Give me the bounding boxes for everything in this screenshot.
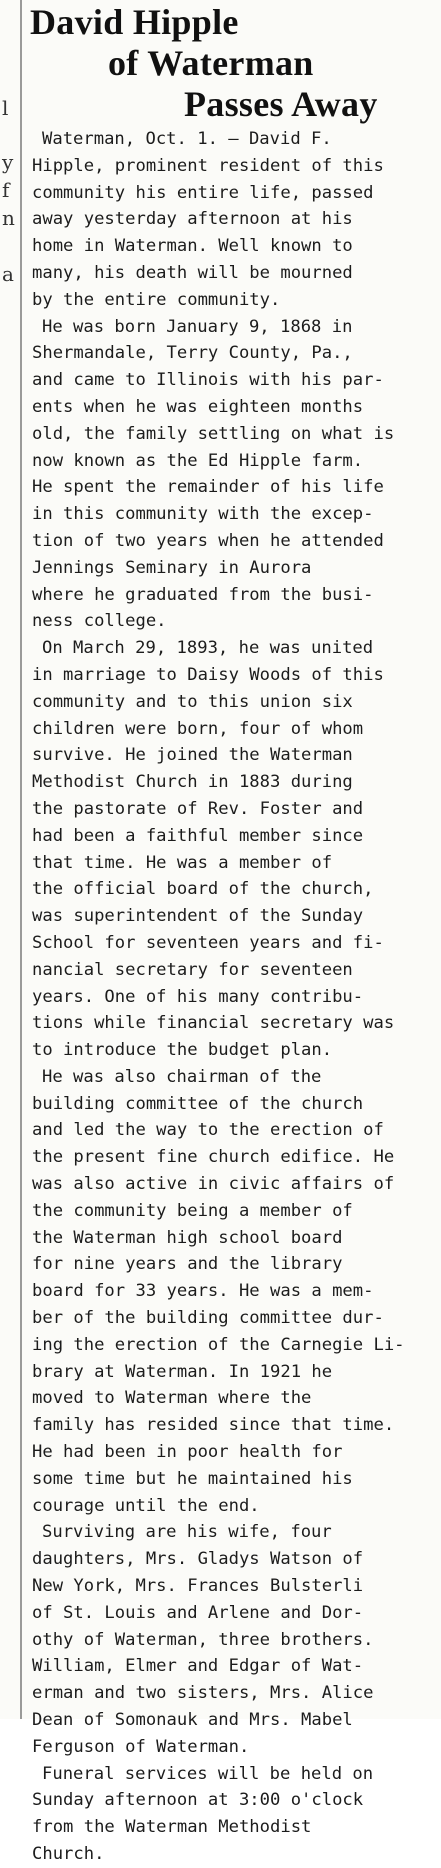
text-line: the community being a member of <box>32 1200 353 1221</box>
text-line: where he graduated from the busi- <box>32 584 374 605</box>
article-paragraph <box>32 126 431 314</box>
text-line: now known as the Ed Hipple farm. <box>32 450 364 471</box>
column-rule <box>20 0 22 1719</box>
text-line: Hipple, prominent resident of this <box>32 155 384 176</box>
text-line: by the entire community. <box>32 289 281 310</box>
text-line: tions while financial secretary was <box>32 1013 395 1034</box>
text-line: nancial secretary for seventeen <box>32 959 353 980</box>
text-line: ing the erection of the Carnegie Li- <box>32 1334 405 1355</box>
text-line: to introduce the budget plan. <box>32 1040 333 1061</box>
text-line: and came to Illinois with his par- <box>32 370 384 391</box>
text-line: board for 33 years. He was a mem- <box>32 1281 374 1302</box>
text-line: brary at Waterman. In 1921 he <box>32 1361 333 1382</box>
text-line: for nine years and the library <box>32 1254 343 1275</box>
margin-fragment: f <box>2 178 10 202</box>
headline-line: David Hipple <box>30 2 239 42</box>
text-line: from the Waterman Methodist <box>32 1817 312 1838</box>
text-line: some time but he maintained his <box>32 1468 353 1489</box>
article-paragraph <box>32 1064 431 1520</box>
text-line: Methodist Church in 1883 during <box>32 772 353 793</box>
text-line: the official board of the church, <box>32 879 374 900</box>
text-line: community his entire life, passed <box>32 182 374 203</box>
margin-fragment: a <box>2 262 14 286</box>
article-paragraph <box>32 314 431 636</box>
text-line: in this community with the excep- <box>32 504 374 525</box>
text-line: moved to Waterman where the <box>32 1388 312 1409</box>
text-line: home in Waterman. Well known to <box>32 236 353 257</box>
text-line: On March 29, 1893, he was united <box>42 638 374 659</box>
text-line: othy of Waterman, three brothers. <box>32 1629 374 1650</box>
text-line: He was born January 9, 1868 in <box>42 316 353 337</box>
article-paragraph <box>32 1519 431 1760</box>
text-line: Ferguson of Waterman. <box>32 1736 250 1757</box>
text-line: Surviving are his wife, four <box>42 1522 332 1543</box>
text-line: was also active in civic affairs of <box>32 1174 395 1195</box>
text-line: the Waterman high school board <box>32 1227 343 1248</box>
article-body <box>32 126 431 1868</box>
headline-line: Passes Away <box>184 84 378 124</box>
text-line: Church. <box>32 1844 105 1864</box>
text-line: family has resided since that time. <box>32 1415 395 1436</box>
text-line: away yesterday afternoon at his <box>32 209 353 230</box>
text-line: New York, Mrs. Frances Bulsterli <box>32 1576 364 1597</box>
text-line: Dean of Somonauk and Mrs. Mabel <box>32 1710 353 1731</box>
headline <box>30 2 430 125</box>
text-line: William, Elmer and Edgar of Wat- <box>32 1656 364 1677</box>
text-line: old, the family settling on what is <box>32 423 395 444</box>
text-line: Shermandale, Terry County, Pa., <box>32 343 353 364</box>
text-line: Jennings Seminary in Aurora <box>32 557 312 578</box>
text-line: building committee of the church <box>32 1093 364 1114</box>
text-line: Sunday afternoon at 3:00 o'clock <box>32 1790 364 1811</box>
text-line: daughters, Mrs. Gladys Watson of <box>32 1549 364 1570</box>
margin-fragment: n <box>2 206 15 230</box>
text-line: Funeral services will be held on <box>42 1763 374 1784</box>
margin-fragment: y <box>2 150 14 174</box>
text-line: years. One of his many contribu- <box>32 986 364 1007</box>
text-line: courage until the end. <box>32 1495 260 1516</box>
text-line: He was also chairman of the <box>42 1066 322 1087</box>
text-line: many, his death will be mourned <box>32 262 353 283</box>
text-line: the pastorate of Rev. Foster and <box>32 798 364 819</box>
text-line: tion of two years when he attended <box>32 530 384 551</box>
text-line: in marriage to Daisy Woods of this <box>32 664 384 685</box>
margin-fragment: l <box>2 96 9 120</box>
text-line: ber of the building committee dur- <box>32 1308 384 1329</box>
text-line: School for seventeen years and fi- <box>32 932 384 953</box>
text-line: had been a faithful member since <box>32 825 364 846</box>
text-line: community and to this union six <box>32 691 353 712</box>
text-line: was superintendent of the Sunday <box>32 906 364 927</box>
article-paragraph <box>32 635 431 1064</box>
text-line: that time. He was a member of <box>32 852 333 873</box>
text-line: He spent the remainder of his life <box>32 477 384 498</box>
text-line: the present fine church edifice. He <box>32 1147 395 1168</box>
text-line: of St. Louis and Arlene and Dor- <box>32 1602 364 1623</box>
text-line: erman and two sisters, Mrs. Alice <box>32 1683 374 1704</box>
text-line: Waterman, Oct. 1. — David F. <box>42 129 332 149</box>
headline-line: of Waterman <box>108 43 314 83</box>
text-line: and led the way to the erection of <box>32 1120 384 1141</box>
text-line: ness college. <box>32 611 167 632</box>
text-line: He had been in poor health for <box>32 1442 343 1463</box>
text-line: children were born, four of whom <box>32 718 364 739</box>
article-paragraph <box>32 1761 431 1868</box>
text-line: survive. He joined the Waterman <box>32 745 353 766</box>
text-line: ents when he was eighteen months <box>32 396 364 417</box>
